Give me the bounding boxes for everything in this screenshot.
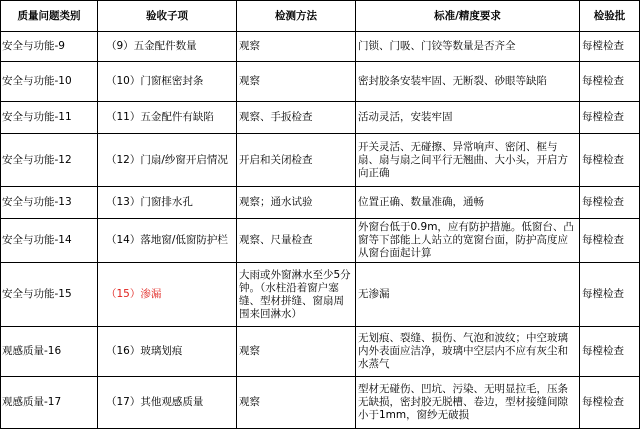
cell-item: （17）其他观感质量: [98, 377, 237, 429]
cell-method: 观察: [237, 327, 356, 377]
cell-category: 安全与功能-11: [1, 102, 98, 134]
cell-batch: 每樘检查: [580, 32, 640, 62]
cell-category: 安全与功能-13: [1, 187, 98, 219]
header-category: 质量问题类别: [1, 1, 98, 32]
cell-batch: 每樘检查: [580, 62, 640, 102]
header-item: 验收子项: [98, 1, 237, 32]
cell-batch: 每樘检查: [580, 187, 640, 219]
cell-standard: 型材无碰伤、凹坑、污染、无明显拉毛，压条无缺损，密封胶无脱槽、卷边，型材接缝间隙小于1mm，窗纱无破损: [356, 377, 580, 429]
cell-batch: 每樘检查: [580, 263, 640, 327]
cell-category: 安全与功能-14: [1, 219, 98, 263]
cell-item-highlighted: （15）渗漏: [98, 263, 237, 327]
cell-batch: 每樘检查: [580, 219, 640, 263]
table-row: [1, 327, 640, 377]
cell-item: （12）门扇/纱窗开启情况: [98, 134, 237, 187]
table-row: [1, 377, 640, 429]
cell-standard: 活动灵活，安装牢固: [356, 102, 580, 134]
cell-standard: 无划痕、裂缝、损伤、气泡和波纹；中空玻璃内外表面应洁净，玻璃中空层内不应有灰尘和水蒸气: [356, 327, 580, 377]
header-method: 检测方法: [237, 1, 356, 32]
cell-standard: 无渗漏: [356, 263, 580, 327]
cell-method: 大雨或外窗淋水至少5分钟。（水柱沿着窗户塞缝、型材拼缝、窗扇周围来回淋水）: [237, 263, 356, 327]
cell-batch: 每樘检查: [580, 327, 640, 377]
cell-standard: 外窗台低于0.9m，应有防护措施。低窗台、凸窗等下部能上人站立的宽窗台面，防护高度应从窗台面起计算: [356, 219, 580, 263]
cell-method: 观察、手扳检查: [237, 102, 356, 134]
cell-method: 开启和关闭检查: [237, 134, 356, 187]
cell-item: （16）玻璃划痕: [98, 327, 237, 377]
cell-item: （10）门窗框密封条: [98, 62, 237, 102]
cell-batch: 每樘检查: [580, 134, 640, 187]
table-row: [1, 62, 640, 102]
table-row: [1, 102, 640, 134]
cell-standard: 密封胶条安装牢固、无断裂、砂眼等缺陷: [356, 62, 580, 102]
cell-method: 观察；通水试验: [237, 187, 356, 219]
cell-category: 安全与功能-9: [1, 32, 98, 62]
cell-batch: 每樘检查: [580, 102, 640, 134]
cell-category: 安全与功能-12: [1, 134, 98, 187]
cell-item: （11）五金配件有缺陷: [98, 102, 237, 134]
cell-category: 安全与功能-10: [1, 62, 98, 102]
cell-item: （9）五金配件数量: [98, 32, 237, 62]
cell-batch: 每樘检查: [580, 377, 640, 429]
cell-category: 观感质量-16: [1, 327, 98, 377]
table-row: [1, 187, 640, 219]
table-row: [1, 219, 640, 263]
header-standard: 标准/精度要求: [356, 1, 580, 32]
cell-category: 安全与功能-15: [1, 263, 98, 327]
header-batch: 检验批: [580, 1, 640, 32]
cell-method: 观察: [237, 62, 356, 102]
cell-standard: 开关灵活、无碰擦、异常响声、密闭、框与扇、扇与扇之间平行无翘曲、大小头，开启方向正确: [356, 134, 580, 187]
cell-standard: 门锁、门吸、门铰等数量是否齐全: [356, 32, 580, 62]
table-row: [1, 32, 640, 62]
cell-standard: 位置正确、数量准确，通畅: [356, 187, 580, 219]
cell-method: 观察: [237, 377, 356, 429]
cell-method: 观察: [237, 32, 356, 62]
cell-item: （14）落地窗/低窗防护栏: [98, 219, 237, 263]
table-row: [1, 134, 640, 187]
table-row: [1, 263, 640, 327]
cell-method: 观察、尺量检查: [237, 219, 356, 263]
cell-item: （13）门窗排水孔: [98, 187, 237, 219]
cell-category: 观感质量-17: [1, 377, 98, 429]
table-header-row: [1, 1, 640, 32]
